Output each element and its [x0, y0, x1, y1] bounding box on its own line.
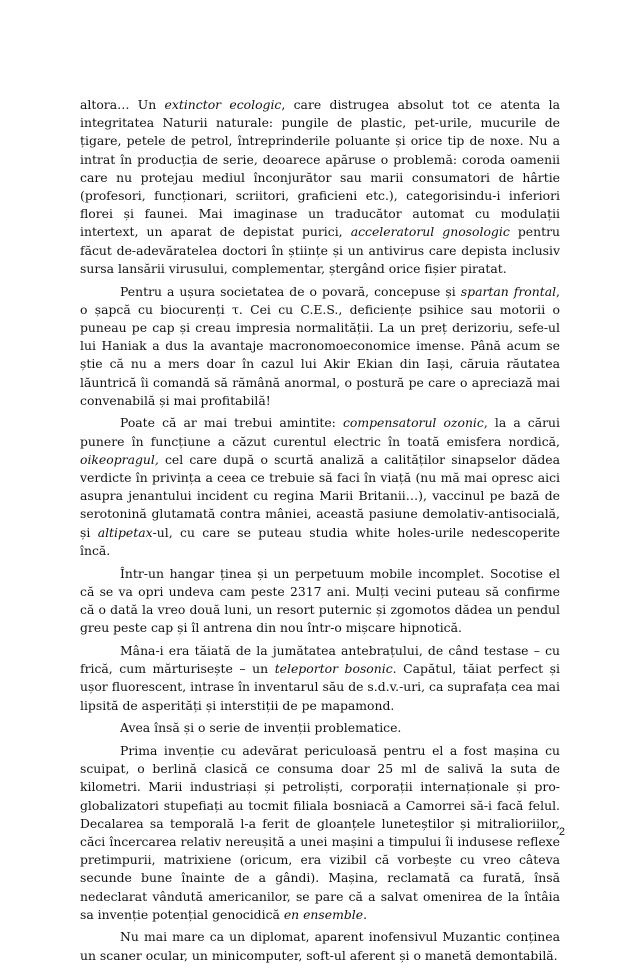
paragraph — [80, 96, 560, 278]
text-run: Nu mai mare ca un diplomat, aparent inofensivul Muzantic conținea un scaner ocular, un minicomputer, soft-ul aferent și o manetă demontabilă. — [80, 929, 560, 963]
italic-text: extinctor ecologic — [164, 97, 282, 112]
text-run: cel care după o scurtă analiză a calităților sinapselor dădea verdicte în privința a ceea ce trebuie să faci în viață (nu mă mai opresc aici asupra jenantului incident cu regina Marii Britanii…), vaccinul pe bază de serotonină glutamată contra mâniei, această pasiune demolativ-antisocială, și — [80, 451, 560, 540]
italic-text: spartan frontal — [460, 283, 557, 299]
italic-text: en ensemble — [283, 906, 364, 922]
text-run: altora… Un — [80, 97, 165, 112]
italic-text: altipetax — [97, 524, 153, 540]
paragraph — [80, 719, 560, 737]
text-run: -ul, cu care se puteau studia white holes-urile nedescoperite încă. — [80, 524, 561, 558]
text-run: , la a cărui punere în funcțiune a căzut curentul electric în toată emisfera nordică, — [80, 415, 560, 449]
text-run: pentru făcut de-adevăratelea doctori în științe și un antivirus care depista inclusiv sursa lansării virusului, complementar, ștergând orice fișier piratat. — [80, 224, 560, 276]
text-run: Poate că ar mai trebui amintite: — [120, 415, 343, 431]
text-run: Pentru a ușura societatea de o povară, concepuse și — [120, 283, 461, 299]
page-number: 2 — [558, 826, 565, 838]
paragraph — [80, 565, 560, 638]
italic-text: oikeopragul, — [80, 451, 159, 467]
italic-text: teleportor bosonic — [274, 661, 393, 677]
paragraph — [80, 283, 560, 410]
text-run: , care distrugea absolut tot ce atenta la integritatea Naturii naturale: pungile de plastic, pet-urile, mucurile de țigare, petele de petrol, întreprinderile poluante și orice tip de noxe. Nu a intrat în producția de serie, deoarece apăruse o problemă: coroda oamenii care nu protejau mediul înconjurător sau marii consumatori de hârtie (profesori, funcționari, scriitori, graficieni etc.), categorisindu-i inferiori florei și faunei. Mai imaginase un traducător automat cu modulații intertext, un aparat de depistat purici, — [80, 97, 560, 240]
paragraph — [80, 742, 560, 924]
text-run: . Capătul, tăiat perfect și ușor fluorescent, intrase în inventarul său de s.d.v.-uri, ca suprafața cea mai lipsită de asperități și interstiții de pe mapamond. — [80, 661, 560, 713]
paragraph — [80, 928, 560, 964]
text-run: Prima invenție cu adevărat periculoasă pentru el a fost mașina cu scuipat, o berlină clasică ce consuma doar 25 ml de salivă la suta de kilometri. Marii industriași și petroliști, corporații internaționale și pro-globalizatori stupefiați au tocmit filiala bosniacă a Camorrei să-i facă felul. Decalarea sa temporală l-a ferit de gloanțele luneteștilor și mitralioriilor, căci încercarea relativ nereușită a unei mașini a timpului îi indusese reflexe pretimpurii, matrixiene (oricum, era vizibil că vorbește cu vreo câteva secunde bune înainte de a gândi). Mașina, reclamată ca furată, însă nedeclarat vândută americanilor, se pare că a salvat omenirea de la întâia sa invenție potențial genocidică — [80, 742, 560, 922]
italic-text: acceleratorul gnosologic — [350, 224, 510, 240]
paragraph — [80, 414, 560, 560]
body-text — [80, 96, 560, 969]
text-run: . — [363, 906, 368, 922]
text-run: , o șapcă cu biocurenți τ. Cei cu C.E.S., deficiențe psihice sau motorii o puneau pe cap și creau impresia normalității. La un preț derizoriu, sefe-ul lui Haniak a dus la avantaje macronomoeconomice imense. Până acum se știe că nu a mers doar în cazul lui Akir Ekian din Iași, căruia răutatea lăuntrică îi comandă să rămână anormal, o postură pe care o apreciază mai convenabilă și mai profitabilă! — [80, 283, 560, 408]
text-run: Într-un hangar ținea și un perpetuum mobile incomplet. Socotise el că se va opri undeva cam peste 2317 ani. Mulți vecini puteau să confirme că o dată la vreo două luni, un resort puternic și zgomotos dădea un pendul greu peste cap și îl antrena din nou într-o mișcare hipnotică. — [80, 565, 560, 636]
paragraph — [80, 642, 560, 715]
text-run: Mâna-i era tăiată de la jumătatea antebrațului, de când testase – cu frică, cum mărturisește – un — [80, 642, 560, 677]
italic-text: compensatorul ozonic — [342, 415, 484, 431]
text-run: Avea însă și o serie de invenții problematice. — [120, 720, 402, 736]
